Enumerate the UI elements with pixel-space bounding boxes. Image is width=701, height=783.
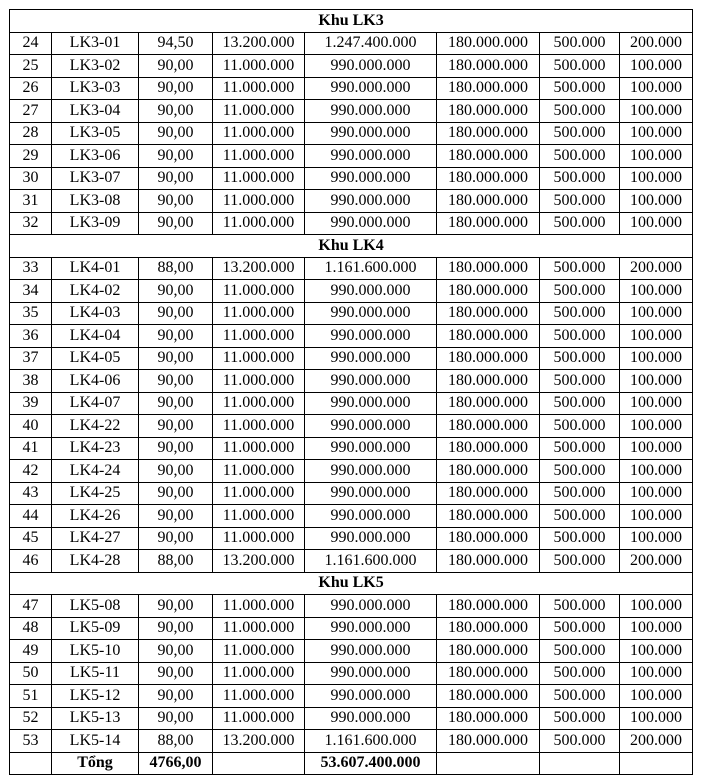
deposit-cell: 180.000.000 bbox=[437, 527, 540, 550]
lot-code-cell: LK4-25 bbox=[52, 482, 139, 505]
unit-price-cell: 11.000.000 bbox=[213, 55, 305, 78]
row-number-cell: 44 bbox=[10, 505, 52, 528]
deposit-cell: 180.000.000 bbox=[437, 437, 540, 460]
deposit-cell: 180.000.000 bbox=[437, 122, 540, 145]
deposit-cell: 180.000.000 bbox=[437, 347, 540, 370]
table-row bbox=[10, 302, 693, 325]
lot-code-cell: LK4-27 bbox=[52, 527, 139, 550]
other-fee-cell: 100.000 bbox=[620, 392, 693, 415]
deposit-cell: 180.000.000 bbox=[437, 707, 540, 730]
deposit-cell: 180.000.000 bbox=[437, 55, 540, 78]
fee-cell: 500.000 bbox=[540, 527, 620, 550]
fee-cell: 500.000 bbox=[540, 730, 620, 753]
fee-cell: 500.000 bbox=[540, 100, 620, 123]
total-area: 4766,00 bbox=[139, 752, 213, 775]
table-row bbox=[10, 662, 693, 685]
unit-price-cell: 11.000.000 bbox=[213, 685, 305, 708]
section-title: Khu LK5 bbox=[10, 572, 693, 595]
lot-value-cell: 990.000.000 bbox=[305, 640, 437, 663]
lot-code-cell: LK4-28 bbox=[52, 550, 139, 573]
other-fee-cell: 100.000 bbox=[620, 302, 693, 325]
area-cell: 90,00 bbox=[139, 212, 213, 235]
fee-cell: 500.000 bbox=[540, 437, 620, 460]
other-fee-cell: 100.000 bbox=[620, 437, 693, 460]
row-number-cell: 41 bbox=[10, 437, 52, 460]
table-row bbox=[10, 370, 693, 393]
area-cell: 90,00 bbox=[139, 145, 213, 168]
row-number-cell: 40 bbox=[10, 415, 52, 438]
area-cell: 90,00 bbox=[139, 100, 213, 123]
other-fee-cell: 100.000 bbox=[620, 595, 693, 618]
row-number-cell: 45 bbox=[10, 527, 52, 550]
unit-price-cell: 11.000.000 bbox=[213, 370, 305, 393]
other-fee-cell: 100.000 bbox=[620, 527, 693, 550]
lot-code-cell: LK5-09 bbox=[52, 617, 139, 640]
row-number-cell: 37 bbox=[10, 347, 52, 370]
area-cell: 90,00 bbox=[139, 302, 213, 325]
section-title: Khu LK3 bbox=[10, 10, 693, 33]
row-number-cell: 49 bbox=[10, 640, 52, 663]
other-fee-cell: 100.000 bbox=[620, 55, 693, 78]
area-cell: 90,00 bbox=[139, 640, 213, 663]
table-row bbox=[10, 190, 693, 213]
table-row bbox=[10, 257, 693, 280]
table-row bbox=[10, 77, 693, 100]
area-cell: 90,00 bbox=[139, 392, 213, 415]
deposit-cell: 180.000.000 bbox=[437, 302, 540, 325]
other-fee-cell: 200.000 bbox=[620, 550, 693, 573]
other-fee-cell: 100.000 bbox=[620, 325, 693, 348]
table-row bbox=[10, 707, 693, 730]
fee-cell: 500.000 bbox=[540, 685, 620, 708]
other-fee-cell: 100.000 bbox=[620, 122, 693, 145]
fee-cell: 500.000 bbox=[540, 415, 620, 438]
lot-code-cell: LK4-24 bbox=[52, 460, 139, 483]
lot-value-cell: 990.000.000 bbox=[305, 167, 437, 190]
total-spacer-cell bbox=[213, 752, 305, 775]
lot-code-cell: LK5-10 bbox=[52, 640, 139, 663]
row-number-cell: 24 bbox=[10, 32, 52, 55]
fee-cell: 500.000 bbox=[540, 167, 620, 190]
fee-cell: 500.000 bbox=[540, 707, 620, 730]
section-header-row bbox=[10, 10, 693, 33]
total-value: 53.607.400.000 bbox=[305, 752, 437, 775]
unit-price-cell: 11.000.000 bbox=[213, 527, 305, 550]
other-fee-cell: 100.000 bbox=[620, 685, 693, 708]
other-fee-cell: 200.000 bbox=[620, 32, 693, 55]
table-row bbox=[10, 100, 693, 123]
row-number-cell: 39 bbox=[10, 392, 52, 415]
fee-cell: 500.000 bbox=[540, 280, 620, 303]
lot-value-cell: 990.000.000 bbox=[305, 302, 437, 325]
area-cell: 90,00 bbox=[139, 325, 213, 348]
lot-value-cell: 990.000.000 bbox=[305, 100, 437, 123]
area-cell: 90,00 bbox=[139, 685, 213, 708]
other-fee-cell: 100.000 bbox=[620, 640, 693, 663]
area-cell: 90,00 bbox=[139, 415, 213, 438]
deposit-cell: 180.000.000 bbox=[437, 550, 540, 573]
deposit-cell: 180.000.000 bbox=[437, 730, 540, 753]
area-cell: 90,00 bbox=[139, 505, 213, 528]
deposit-cell: 180.000.000 bbox=[437, 145, 540, 168]
row-number-cell: 27 bbox=[10, 100, 52, 123]
table-row bbox=[10, 437, 693, 460]
lot-value-cell: 1.161.600.000 bbox=[305, 257, 437, 280]
row-number-cell: 48 bbox=[10, 617, 52, 640]
area-cell: 90,00 bbox=[139, 122, 213, 145]
unit-price-cell: 11.000.000 bbox=[213, 595, 305, 618]
deposit-cell: 180.000.000 bbox=[437, 280, 540, 303]
deposit-cell: 180.000.000 bbox=[437, 100, 540, 123]
other-fee-cell: 100.000 bbox=[620, 280, 693, 303]
lot-code-cell: LK4-06 bbox=[52, 370, 139, 393]
unit-price-cell: 13.200.000 bbox=[213, 730, 305, 753]
lot-code-cell: LK3-01 bbox=[52, 32, 139, 55]
unit-price-cell: 11.000.000 bbox=[213, 122, 305, 145]
lot-value-cell: 990.000.000 bbox=[305, 392, 437, 415]
other-fee-cell: 100.000 bbox=[620, 347, 693, 370]
unit-price-cell: 11.000.000 bbox=[213, 460, 305, 483]
unit-price-cell: 11.000.000 bbox=[213, 347, 305, 370]
row-number-cell: 30 bbox=[10, 167, 52, 190]
area-cell: 90,00 bbox=[139, 460, 213, 483]
fee-cell: 500.000 bbox=[540, 460, 620, 483]
lot-code-cell: LK4-07 bbox=[52, 392, 139, 415]
table-row bbox=[10, 685, 693, 708]
land-lot-table bbox=[9, 9, 693, 775]
row-number-cell: 52 bbox=[10, 707, 52, 730]
lot-value-cell: 990.000.000 bbox=[305, 707, 437, 730]
area-cell: 90,00 bbox=[139, 190, 213, 213]
lot-value-cell: 990.000.000 bbox=[305, 122, 437, 145]
unit-price-cell: 11.000.000 bbox=[213, 145, 305, 168]
row-number-cell: 53 bbox=[10, 730, 52, 753]
fee-cell: 500.000 bbox=[540, 325, 620, 348]
deposit-cell: 180.000.000 bbox=[437, 392, 540, 415]
total-spacer-cell bbox=[437, 752, 540, 775]
lot-code-cell: LK3-05 bbox=[52, 122, 139, 145]
area-cell: 90,00 bbox=[139, 55, 213, 78]
lot-code-cell: LK4-26 bbox=[52, 505, 139, 528]
other-fee-cell: 100.000 bbox=[620, 167, 693, 190]
area-cell: 90,00 bbox=[139, 370, 213, 393]
fee-cell: 500.000 bbox=[540, 617, 620, 640]
fee-cell: 500.000 bbox=[540, 77, 620, 100]
lot-value-cell: 1.247.400.000 bbox=[305, 32, 437, 55]
deposit-cell: 180.000.000 bbox=[437, 257, 540, 280]
lot-value-cell: 990.000.000 bbox=[305, 55, 437, 78]
row-number-cell: 26 bbox=[10, 77, 52, 100]
table-row bbox=[10, 482, 693, 505]
table-row bbox=[10, 32, 693, 55]
lot-value-cell: 990.000.000 bbox=[305, 482, 437, 505]
table-row bbox=[10, 595, 693, 618]
area-cell: 90,00 bbox=[139, 662, 213, 685]
fee-cell: 500.000 bbox=[540, 482, 620, 505]
unit-price-cell: 13.200.000 bbox=[213, 550, 305, 573]
lot-code-cell: LK5-11 bbox=[52, 662, 139, 685]
row-number-cell: 31 bbox=[10, 190, 52, 213]
other-fee-cell: 100.000 bbox=[620, 190, 693, 213]
fee-cell: 500.000 bbox=[540, 212, 620, 235]
section-header-row bbox=[10, 235, 693, 258]
unit-price-cell: 11.000.000 bbox=[213, 415, 305, 438]
other-fee-cell: 200.000 bbox=[620, 730, 693, 753]
row-number-cell: 34 bbox=[10, 280, 52, 303]
unit-price-cell: 11.000.000 bbox=[213, 482, 305, 505]
lot-code-cell: LK4-01 bbox=[52, 257, 139, 280]
deposit-cell: 180.000.000 bbox=[437, 32, 540, 55]
area-cell: 90,00 bbox=[139, 347, 213, 370]
lot-code-cell: LK4-05 bbox=[52, 347, 139, 370]
total-spacer-cell bbox=[620, 752, 693, 775]
other-fee-cell: 100.000 bbox=[620, 617, 693, 640]
table-row bbox=[10, 145, 693, 168]
lot-value-cell: 990.000.000 bbox=[305, 325, 437, 348]
area-cell: 90,00 bbox=[139, 167, 213, 190]
area-cell: 90,00 bbox=[139, 280, 213, 303]
fee-cell: 500.000 bbox=[540, 370, 620, 393]
row-number-cell: 32 bbox=[10, 212, 52, 235]
row-number-cell: 38 bbox=[10, 370, 52, 393]
unit-price-cell: 11.000.000 bbox=[213, 190, 305, 213]
area-cell: 90,00 bbox=[139, 527, 213, 550]
lot-value-cell: 990.000.000 bbox=[305, 685, 437, 708]
lot-code-cell: LK5-08 bbox=[52, 595, 139, 618]
other-fee-cell: 100.000 bbox=[620, 77, 693, 100]
lot-code-cell: LK5-12 bbox=[52, 685, 139, 708]
lot-code-cell: LK3-06 bbox=[52, 145, 139, 168]
deposit-cell: 180.000.000 bbox=[437, 460, 540, 483]
table-body bbox=[10, 10, 693, 775]
unit-price-cell: 11.000.000 bbox=[213, 662, 305, 685]
unit-price-cell: 11.000.000 bbox=[213, 167, 305, 190]
row-number-cell: 29 bbox=[10, 145, 52, 168]
deposit-cell: 180.000.000 bbox=[437, 167, 540, 190]
table-row bbox=[10, 347, 693, 370]
fee-cell: 500.000 bbox=[540, 662, 620, 685]
lot-code-cell: LK3-08 bbox=[52, 190, 139, 213]
lot-code-cell: LK5-13 bbox=[52, 707, 139, 730]
unit-price-cell: 11.000.000 bbox=[213, 302, 305, 325]
lot-value-cell: 990.000.000 bbox=[305, 280, 437, 303]
table-row bbox=[10, 617, 693, 640]
other-fee-cell: 100.000 bbox=[620, 482, 693, 505]
total-spacer-cell bbox=[10, 752, 52, 775]
lot-code-cell: LK3-03 bbox=[52, 77, 139, 100]
lot-code-cell: LK4-04 bbox=[52, 325, 139, 348]
area-cell: 90,00 bbox=[139, 437, 213, 460]
table-row bbox=[10, 122, 693, 145]
other-fee-cell: 100.000 bbox=[620, 505, 693, 528]
lot-value-cell: 1.161.600.000 bbox=[305, 730, 437, 753]
area-cell: 88,00 bbox=[139, 257, 213, 280]
total-label: Tổng bbox=[52, 752, 139, 775]
unit-price-cell: 11.000.000 bbox=[213, 617, 305, 640]
lot-code-cell: LK4-03 bbox=[52, 302, 139, 325]
table-row bbox=[10, 640, 693, 663]
deposit-cell: 180.000.000 bbox=[437, 190, 540, 213]
deposit-cell: 180.000.000 bbox=[437, 77, 540, 100]
table-row bbox=[10, 505, 693, 528]
area-cell: 90,00 bbox=[139, 617, 213, 640]
table-row bbox=[10, 730, 693, 753]
other-fee-cell: 100.000 bbox=[620, 145, 693, 168]
area-cell: 90,00 bbox=[139, 707, 213, 730]
section-header-row bbox=[10, 572, 693, 595]
other-fee-cell: 200.000 bbox=[620, 257, 693, 280]
deposit-cell: 180.000.000 bbox=[437, 640, 540, 663]
lot-code-cell: LK4-23 bbox=[52, 437, 139, 460]
row-number-cell: 51 bbox=[10, 685, 52, 708]
row-number-cell: 28 bbox=[10, 122, 52, 145]
table-row bbox=[10, 550, 693, 573]
table-row bbox=[10, 212, 693, 235]
table-row bbox=[10, 415, 693, 438]
fee-cell: 500.000 bbox=[540, 122, 620, 145]
unit-price-cell: 11.000.000 bbox=[213, 437, 305, 460]
lot-value-cell: 990.000.000 bbox=[305, 190, 437, 213]
unit-price-cell: 11.000.000 bbox=[213, 77, 305, 100]
lot-code-cell: LK4-02 bbox=[52, 280, 139, 303]
other-fee-cell: 100.000 bbox=[620, 707, 693, 730]
row-number-cell: 33 bbox=[10, 257, 52, 280]
row-number-cell: 42 bbox=[10, 460, 52, 483]
total-spacer-cell bbox=[540, 752, 620, 775]
lot-code-cell: LK3-09 bbox=[52, 212, 139, 235]
lot-code-cell: LK3-04 bbox=[52, 100, 139, 123]
lot-value-cell: 990.000.000 bbox=[305, 415, 437, 438]
fee-cell: 500.000 bbox=[540, 55, 620, 78]
other-fee-cell: 100.000 bbox=[620, 415, 693, 438]
table-row bbox=[10, 325, 693, 348]
lot-value-cell: 990.000.000 bbox=[305, 212, 437, 235]
lot-value-cell: 990.000.000 bbox=[305, 662, 437, 685]
row-number-cell: 47 bbox=[10, 595, 52, 618]
section-title: Khu LK4 bbox=[10, 235, 693, 258]
fee-cell: 500.000 bbox=[540, 640, 620, 663]
lot-code-cell: LK4-22 bbox=[52, 415, 139, 438]
fee-cell: 500.000 bbox=[540, 32, 620, 55]
area-cell: 90,00 bbox=[139, 482, 213, 505]
fee-cell: 500.000 bbox=[540, 190, 620, 213]
deposit-cell: 180.000.000 bbox=[437, 505, 540, 528]
lot-value-cell: 990.000.000 bbox=[305, 617, 437, 640]
row-number-cell: 43 bbox=[10, 482, 52, 505]
deposit-cell: 180.000.000 bbox=[437, 370, 540, 393]
fee-cell: 500.000 bbox=[540, 145, 620, 168]
unit-price-cell: 11.000.000 bbox=[213, 392, 305, 415]
lot-value-cell: 990.000.000 bbox=[305, 370, 437, 393]
lot-value-cell: 990.000.000 bbox=[305, 527, 437, 550]
other-fee-cell: 100.000 bbox=[620, 100, 693, 123]
lot-value-cell: 990.000.000 bbox=[305, 145, 437, 168]
area-cell: 90,00 bbox=[139, 77, 213, 100]
unit-price-cell: 11.000.000 bbox=[213, 707, 305, 730]
table-row bbox=[10, 55, 693, 78]
fee-cell: 500.000 bbox=[540, 302, 620, 325]
table-row bbox=[10, 167, 693, 190]
unit-price-cell: 11.000.000 bbox=[213, 212, 305, 235]
table-row bbox=[10, 460, 693, 483]
row-number-cell: 50 bbox=[10, 662, 52, 685]
other-fee-cell: 100.000 bbox=[620, 460, 693, 483]
deposit-cell: 180.000.000 bbox=[437, 662, 540, 685]
row-number-cell: 36 bbox=[10, 325, 52, 348]
lot-value-cell: 990.000.000 bbox=[305, 77, 437, 100]
deposit-cell: 180.000.000 bbox=[437, 617, 540, 640]
lot-value-cell: 990.000.000 bbox=[305, 347, 437, 370]
deposit-cell: 180.000.000 bbox=[437, 595, 540, 618]
area-cell: 90,00 bbox=[139, 595, 213, 618]
other-fee-cell: 100.000 bbox=[620, 212, 693, 235]
lot-value-cell: 990.000.000 bbox=[305, 595, 437, 618]
unit-price-cell: 11.000.000 bbox=[213, 280, 305, 303]
other-fee-cell: 100.000 bbox=[620, 662, 693, 685]
deposit-cell: 180.000.000 bbox=[437, 415, 540, 438]
lot-value-cell: 990.000.000 bbox=[305, 460, 437, 483]
unit-price-cell: 13.200.000 bbox=[213, 257, 305, 280]
fee-cell: 500.000 bbox=[540, 257, 620, 280]
other-fee-cell: 100.000 bbox=[620, 370, 693, 393]
table-row bbox=[10, 527, 693, 550]
fee-cell: 500.000 bbox=[540, 505, 620, 528]
lot-code-cell: LK5-14 bbox=[52, 730, 139, 753]
unit-price-cell: 11.000.000 bbox=[213, 100, 305, 123]
lot-code-cell: LK3-07 bbox=[52, 167, 139, 190]
unit-price-cell: 11.000.000 bbox=[213, 325, 305, 348]
area-cell: 88,00 bbox=[139, 550, 213, 573]
lot-value-cell: 990.000.000 bbox=[305, 505, 437, 528]
deposit-cell: 180.000.000 bbox=[437, 685, 540, 708]
deposit-cell: 180.000.000 bbox=[437, 325, 540, 348]
unit-price-cell: 11.000.000 bbox=[213, 640, 305, 663]
lot-code-cell: LK3-02 bbox=[52, 55, 139, 78]
unit-price-cell: 13.200.000 bbox=[213, 32, 305, 55]
total-row bbox=[10, 752, 693, 775]
lot-value-cell: 1.161.600.000 bbox=[305, 550, 437, 573]
deposit-cell: 180.000.000 bbox=[437, 482, 540, 505]
area-cell: 94,50 bbox=[139, 32, 213, 55]
row-number-cell: 35 bbox=[10, 302, 52, 325]
fee-cell: 500.000 bbox=[540, 392, 620, 415]
row-number-cell: 46 bbox=[10, 550, 52, 573]
area-cell: 88,00 bbox=[139, 730, 213, 753]
lot-value-cell: 990.000.000 bbox=[305, 437, 437, 460]
fee-cell: 500.000 bbox=[540, 550, 620, 573]
unit-price-cell: 11.000.000 bbox=[213, 505, 305, 528]
row-number-cell: 25 bbox=[10, 55, 52, 78]
deposit-cell: 180.000.000 bbox=[437, 212, 540, 235]
table-row bbox=[10, 392, 693, 415]
fee-cell: 500.000 bbox=[540, 595, 620, 618]
table-row bbox=[10, 280, 693, 303]
fee-cell: 500.000 bbox=[540, 347, 620, 370]
